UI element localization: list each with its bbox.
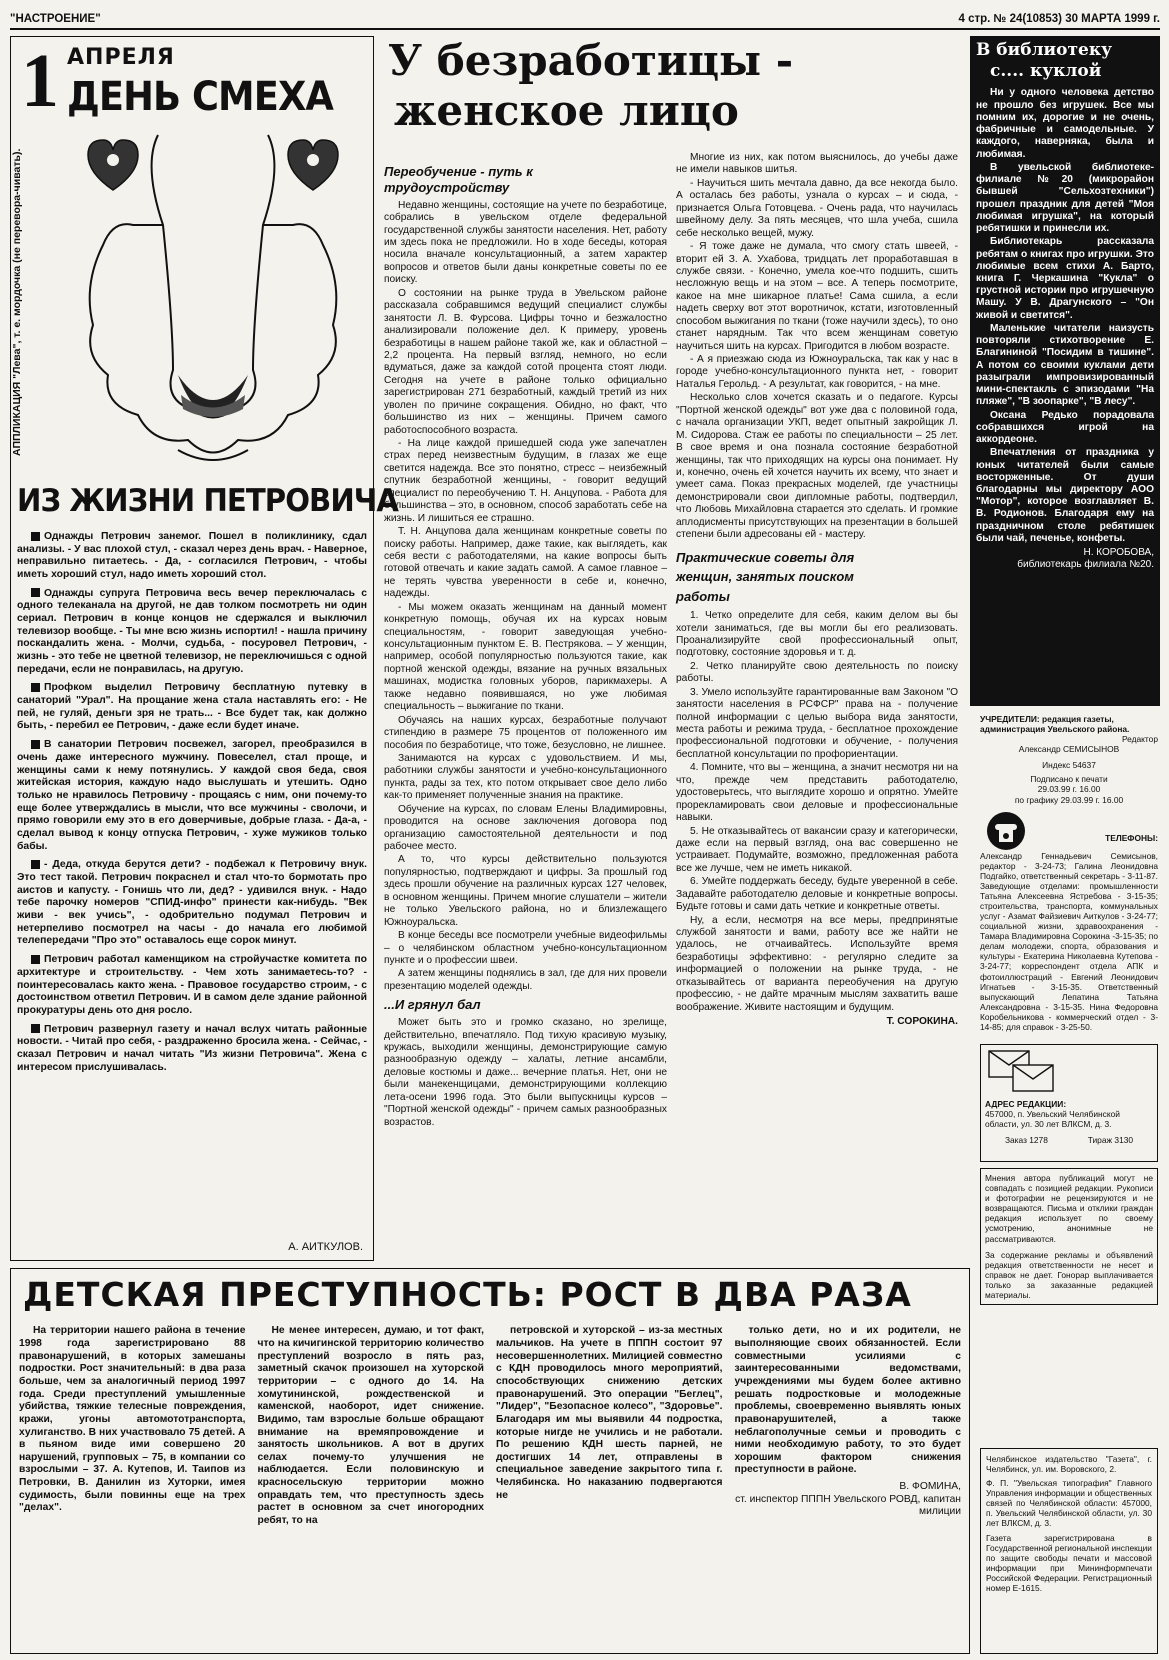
library-article	[970, 36, 1160, 706]
editor-label: Редактор	[1121, 734, 1158, 745]
subheading-retraining: Переобучение - путь к трудоустройству	[384, 164, 533, 195]
paragraph: А затем женщины поднялись в зал, где для них провели презентацию моделей одежды.	[384, 968, 667, 992]
section-name: "НАСТРОЕНИЕ"	[10, 13, 101, 25]
paragraph: - Я тоже даже не думала, что смогу стать швеей, - вторит ей З. А. Ухабова, тридцать лет проработавшая в службе связи. - Конечно, умела кое-что подшить, сшить несложную вещь и на этом – все. А теперь посмотрите, какое на мне шикарное платье! Сама сшила, а если надеть сверху вот этот воротничок, кстати, изготовленный способом выжигания по ткани (тоже научили здесь), то оно станет нарядным. Так что всем женщинам советую научиться шить на курсах. Пригодится в любом возрасте.	[676, 241, 958, 352]
subheading-ball: ...И грянул бал	[384, 997, 481, 1013]
tip-item: 5. Не отказывайтесь от вакансии сразу и категорически, даже если на первый взгляд, она вас совершенно не устраивает. Подумайте, возможно, предложенная работа все же лучше, чем не иметь никакой.	[676, 825, 958, 874]
story: Петрович развернул газету и начал вслух читать районные новости. - Читай про себя, - раздраженно бросила жена. - Сейчас, - сказал Петрович и начал читать "Из жизни Петровича". Жена с интересом прислушивалась.	[17, 1023, 367, 1073]
paragraph: Впечатления от праздника у юных читателей были самые восторженные. От души благодарны мы директору АОО "Мотор", которое возглавляет В. В. Родионов. Благодаря ему на праздничном столе ребятишек были чай, печенье, конфеты.	[976, 447, 1154, 544]
tip-item: 4. Помните, что вы – женщина, а значит несмотря ни на что, прежде чем представить работодателю, удостоверьтесь, что выглядите хорошо и опрятно. Умейте прорекламировать свои деловые и профессиональные навыки.	[676, 762, 958, 824]
story: Однажды Петрович занемог. Пошел в поликлинику, сдал анализы. - У вас плохой стул, - сказал через день врач. - Наверное, неправильно питаетесь. - Да, - согласился Петрович, - чтобы иметь хороший стул, надо иметь хороший стол.	[17, 530, 367, 580]
subscription-index: Индекс 54637	[1042, 760, 1096, 771]
paragraph: В увельской библиотеке-филиале №20 (микрорайон бывшей "Сельхозтехники") прошел праздник для детей "Моя любимая игрушка", на который ребятишки и принесли их.	[976, 161, 1154, 235]
illustration-area	[11, 121, 367, 483]
crime-columns	[19, 1325, 961, 1529]
article-col-1	[384, 164, 667, 1130]
phones-list: Александр Геннадьевич Семисынов, редактор - 3-24-73; Галина Леонидовна Подгайко, ответственный секретарь - 3-11-87. Заведующие отделами: промышленности Татьяна Алексеевна Ястребова - 3-15-35; строительства, транспорта, коммунальных услуг - Азамат Файзиевич Аиткулов - 3-24-77; социальной жизни, здравоохранения - Тамара Владимировна Сорокина -3-15-35; по делам молодежи, спорта, образования и культуры - Екатерина Николаевна Кутепова - 3-24-77; корреспондент отдела АПК и фотоиллюстраций - Евгений Леонидович Игнатьев - 3-15-35. Ответственный выпускающий Лепатина Татьяна Александровна - 3-15-35. Нина Федоровна Коробельникова - коммерческий отдел - 3-14-85; для справок - 3-25-50.	[980, 850, 1158, 1032]
paragraph: Ни у одного человека детство не прошло без игрушек. Все мы помним их, дорогие и не очень, фабричные и самодельные. У каждого, наверняка, была и любимая.	[976, 87, 1154, 160]
bullet-square-icon	[31, 532, 40, 541]
crime-col-1: На территории нашего района в течение 1998 года зарегистрировано 88 правонарушений, в которых замешаны подростки. Рост значительный: в два раза больше, чем за аналогичный период 1997 года. Среди преступлений умышленные убийства, тяжкие телесные повреждения, кражи, угоны автомототранспорта, хулиганство. В них участвовало 75 детей. А в пьяном виде ими совершено 20 нарушений, групповых – 75, в компании со взрослыми – 37. А. Кутепов, И. Таипов из Петровки, В. Данилин из Хуторки, имея судимость, были повинны еще на трех "делах".	[19, 1325, 246, 1514]
bullet-square-icon	[31, 588, 40, 597]
printing-house: Ф. П. "Увельская типография" Главного Управления информации и общественных связей по Челябинской области: 457000, п. Увельский Челябинской области, ул. 30 лет ВЛКСМ, д. 3.	[986, 1478, 1152, 1529]
library-author-role: библиотекарь филиала №20.	[1017, 559, 1154, 571]
date-month: АПРЕЛЯ	[67, 45, 175, 70]
page-header	[10, 8, 1160, 30]
signed-date: 29.03.99 г. 16.00	[1037, 784, 1101, 795]
paragraph: О состоянии на рынке труда в Увельском районе рассказала собравшимся ведущий специалист службы занятости Л. В. Фурсова. Цифры точно и безжалостно анализировали положение дел. К примеру, уровень безработицы в нашем районе такой же, как и областной – 2,2 процента. На первый взгляд, немного, но если вдуматься, даже за каждой сотой процента стоят люди. Сегодня на учете в районе только официально зарегистрирован 271 безработный, каждый третий из них уволен по причине сокращения. Обидно, но факт, что большинство из них – женщины. Причем самого работоспособного возраста.	[384, 287, 667, 436]
paragraph: Обучаясь на наших курсах, безработные получают стипендию в размере 75 процентов от положенного им пособия по безработице, что тоже, безусловно, не лишнее.	[384, 714, 667, 751]
disclaimer: Мнения автора публикаций могут не совпадать с позицией редакции. Рукописи и фотографии не рецензируются и не возвращаются. Письма и отклики граждан редакция использует по своему усмотрению, анонимные не рассматриваются.	[985, 1173, 1153, 1244]
crime-col-4	[735, 1325, 962, 1529]
paragraph: Оксана Редько порадовала собравшихся игрой на аккордеоне.	[976, 409, 1154, 446]
library-title-line2: с.... куклой	[990, 60, 1102, 81]
bullet-square-icon	[31, 740, 40, 749]
registration: Газета зарегистрирована в Государственной региональной инспекции по защите свободы печати и массовой информации при Мининформпечати Российской Федерации. Регистрационный номер Е-1615.	[986, 1532, 1152, 1593]
envelopes-icon	[987, 1049, 1057, 1095]
publisher: Челябинское издательство "Газета", г. Челябинск, ул. им. Воровского, 2.	[986, 1454, 1152, 1475]
illustration-caption: АППЛИКАЦИЯ "Лева", т. е. мордочка (не перевора-чивать).	[11, 148, 23, 456]
crime-author: В. ФОМИНА,	[899, 1481, 961, 1493]
tip-item: 2. Четко планируйте свою деятельность по поиску работы.	[676, 660, 958, 685]
library-text	[976, 87, 1154, 545]
story: В санатории Петрович посвежел, загорел, преобразился в очень даже интересного мужчину. Повеселел, стал проще, и женщины сами к нему потянулись. У каждой своя беда, своя житейская история, каждую надо выслушать и утешить. Одно только не нравилось Петровичу - прощаясь с ним, они почему-то еще более утверждались в мысли, что все мужчины - сволочи, и прямо говорили ему это в его доверчивые, добрые глаза. - Да-а, - сделал вывод к концу отпуска Петрович, - хуже мужиков только бабы.	[17, 739, 367, 852]
petrovich-stories	[17, 531, 367, 1075]
phones-header	[980, 811, 1158, 851]
story: Петрович работал каменщиком на стройучастке комитета по архитектуре и строительству. - Чем хоть занимаетесь-то? - поинтересовалась както жена. - Правовое государство строим, - с достоинством ответил Петрович. И в самом деле здание районной прокуратуры день ото дня росло.	[17, 954, 367, 1016]
lion-applique-image	[63, 125, 363, 475]
tip-item: Ну, а если, несмотря на все меры, предпринятые службой занятости и вами, работу все же найти не удалось, не отчаивайтесь. Используйте время безработицы эффективно: - регулярно следите за информацией о положении на рынке труда, - не отказывайтесь от варианта переобучения на другую профессию, - не дайте мрачным мыслям захватить ваше воображение. Живите настоящим и будущим.	[676, 914, 958, 1013]
paragraph: - Научиться шить мечтала давно, да все некогда было. А осталась без работы, узнала о курсах – и сюда, - признается Ольга Готовцева. - Очень рада, что научилась швейному делу. За пять месяцев, что шла учеба, сшила себе несколько вещей, мужу.	[676, 177, 958, 239]
article-title	[384, 36, 960, 135]
address-box	[980, 1044, 1158, 1162]
crime-col-3: петровской и хуторской – из-за местных мальчиков. На учете в ПППН состоит 97 несовершеннолетних. Милицией совместно с КДН проводилось много мероприятий, способствующих снижению детских правонарушений. Это операции "Беглец", "Лидер", "Безопасное колесо", "Здоровье". Благодаря им мы выявили 44 подростка, которые нигде не учились и не работали. По решению КДН шесть парней, не достигших 14 лет, отправлены в специальное заведение закрытого типа г. Челябинска. Но наказанию подвергаются не	[496, 1325, 723, 1501]
paragraph: В конце беседы все посмотрели учебные видеофильмы – о челябинском областном учебно-консультационном пункте и о профессии швеи.	[384, 930, 667, 966]
library-author: Н. КОРОБОВА,	[1083, 547, 1154, 559]
bullet-square-icon	[31, 1024, 40, 1033]
crime-author-role: ст. инспектор ПППН Увельского РОВД, капитан милиции	[735, 1493, 961, 1518]
story: Однажды супруга Петровича весь вечер переключалась с одного телеканала на другой, не дав толком посмотреть ни один сериал. Петрович в конце концов не сдержался и выключил телевизор вообще. - Ты мне всю жизнь испортил! - нашла причину поскандалить жена. - Молчи, судьба, - посуровел Петрович, - жизнь - это тебе не цветной телевизор, не переключишься с одной передачи, если не понравилась, на другую.	[17, 587, 367, 675]
story: - Деда, откуда берутся дети? - подбежал к Петровичу внук. Это тест такой. Петрович покраснел и стал что-то бормотать про аистов и капусту. - Гонишь что ли, дед? - удивился внук. - Надо тебе парочку номеров "СПИД-инфо" принести как-нибудь. "Век живи - век учись", - одобрительно подумал Петрович и нетерпеливо посмотрел на часы - до начала его любимой телепередачи "Про это" оставалось еще сорок минут.	[17, 859, 367, 947]
humor-author: А. АИТКУЛОВ.	[288, 1240, 363, 1253]
crime-article	[10, 1268, 970, 1654]
crime-col-2: Не менее интересен, думаю, и тот факт, что на кичигинской территорию количество преступлений возросло в пять раз, заметный скачок произошел на хуторской территории – с одного до 14. На хомутининской, рождественской и каменской, наоборот, идет снижение. Видимо, там взрослые больше обращают внимание на времяпровождение и занятость школьников. А вот в других селах почему-то улучшения не наблюдается. Если половинскую и красносельскую территории можно оправдать тем, что преступность здесь растет в основном за счет иногородних ребят, то на	[257, 1325, 484, 1527]
paragraph: Библиотекарь рассказала ребятам о книгах про игрушки. Это любимые всем стихи А. Барто, книга Г. Черкашина "Кукла" о грустной истории про игрушечную Машу. У В. Драгунского – "Он живой и светится".	[976, 236, 1154, 321]
paragraph: - Мы можем оказать женщинам на данный момент конкретную помощь, обучая их на курсах новым специальностям, - говорит заведующая учебно-консультационным пунктом Е. В. Пестрякова. – У женщин, например, особой популярностью пользуются такие, как портной женской одежды, вязание на ручных вязальных машинах, модистка головных уборов, парикмахеры. А также недавно появившаяся, но уже любимая специальность – выжигание по ткани.	[384, 601, 667, 713]
tip-item: 3. Умело используйте гарантированные вам Законом "О занятости населения в РСФСР" права на - получение полной информации с целью выбора вида занятости, места работы и режима труда, - бесплатное прохождение профессиональной подготовки и обучение, - получения бесплатной консультации по профориентации.	[676, 686, 958, 760]
bullet-square-icon	[31, 860, 40, 869]
date-number: 1	[21, 39, 59, 123]
address: 457000, п. Увельский Челябинской области, ул. 30 лет ВЛКСМ, д. 3.	[985, 1109, 1120, 1130]
print-schedule: по графику 29.03.99 г. 16.00	[1014, 794, 1124, 805]
editor-name: Александр СЕМИСЫНОВ	[1018, 744, 1120, 755]
publisher-box	[980, 1448, 1158, 1654]
story: Профком выделил Петровичу бесплатную путевку в санаторий "Урал". На прощание жена стала наставлять его: - Не пей, не гуляй, деньги зря не трать... - Все будет так, как должно быть, - перебил ее Петрович, - даже если будет иначе.	[17, 682, 367, 732]
article-title-line2: женское лицо	[394, 85, 739, 135]
paragraph: Может быть это и громко сказано, но зрелище, действительно, впечатляло. Под тихую красивую музыку, кружась, выходили женщины, демонстрирующие самую разнообразную одежду – халаты, летние ансамбли, деловые костюмы и даже... вечерние платья. Нет, они не были манекенщицами, демонстрирующими коллекцию лета-осени 1996 года. Это были выпускницы курсов – "Портной женской одежды" - причем самых разнообразных возрастов.	[384, 1017, 667, 1128]
imprint-block	[980, 714, 1158, 1300]
bullet-square-icon	[31, 683, 40, 692]
date-block	[17, 41, 367, 121]
telephone-icon	[986, 811, 1026, 851]
article-col-2	[676, 152, 958, 1029]
humor-section	[10, 36, 399, 1261]
crime-title: ДЕТСКАЯ ПРЕСТУПНОСТЬ: РОСТ В ДВА РАЗА	[23, 1275, 912, 1314]
founders: УЧРЕДИТЕЛИ: редакция газеты, администрация Увельского района.	[980, 714, 1130, 735]
phones-label: ТЕЛЕФОНЫ:	[1105, 832, 1158, 843]
order-number: Заказ 1278	[1004, 1135, 1048, 1146]
paragraph: Многие из них, как потом выяснилось, до учебы даже не имели навыков шитья.	[676, 152, 958, 176]
series-title: ИЗ ЖИЗНИ ПЕТРОВИЧА	[17, 483, 399, 519]
humor-title: ДЕНЬ СМЕХА	[67, 74, 333, 120]
issue-info: 4 стр. № 24(10853) 30 МАРТА 1999 г.	[958, 13, 1160, 25]
disclaimer-box	[980, 1168, 1158, 1305]
tip-item: 6. Умейте поддержать беседу, будьте уверенной в себе. Задавайте работодателю деловые и конкретные вопросы. Будьте готовы и сами дать четкие и конкретные ответы.	[676, 876, 958, 913]
ads-disclaimer: За содержание рекламы и объявлений редакция ответственности не несет и справок не дает. Гонорар выплачивается только за заказанные редакцией материалы.	[985, 1249, 1153, 1300]
paragraph: - На лице каждой пришедшей сюда уже запечатлен страх перед неизвестным будущим, в глазах же еще светится надежда. Все это понятно, стресс – неизбежный спутник безработной женщины, - говорит ведущий специалист по переобучению Т. Н. Анцупова. - Работа для большинства – это, в основном, способ заработать себе на жизнь. И лишиться ее страшно.	[384, 438, 667, 524]
paragraph: Маленькие читатели наизусть повторяли стихотворение Е. Благининой "Посидим в тишине". А потом со своими куклами дети разыграли импровизированный мини-спектакль с эпизодами "На пляже", "В зоопарке", "В лесу".	[976, 322, 1154, 408]
paragraph: Недавно женщины, состоящие на учете по безработице, собрались в увельском отделе федеральной государственной службы занятости населения. Нет, работу им здесь пока не предложили. Но в ходе беседы, которая носила вначале консультационный, а затем характер вопросов и ответов были даны конкретные советы по ее поиску.	[384, 199, 667, 286]
paragraph: Несколько слов хочется сказать и о педагоге. Курсы "Портной женской одежды" вот уже два с половиной года, с начала организации УКП, ведет опытный закройщик Л. М. Сидорова. Стаж ее работы по специальности – 25 лет. В свое время и она познала состояние безработной женщины, так что приходящих на курсы она понимает. Ну и, конечно, очень ей хочется научить их всему, что знает и умеет сама. Показ прекрасных моделей, где участницы демонстрировали свои дипломные работы, подтвердил, что Любовь Михайловна старается это сделать. И громкие аплодисменты присутствующих на презентации в большей степени были адресованы ей - мастеру.	[676, 392, 958, 541]
address-label: АДРЕС РЕДАКЦИИ:	[985, 1099, 1067, 1110]
article-author: Т. СОРОКИНА.	[886, 1016, 958, 1028]
paragraph: Занимаются на курсах с удовольствием. И мы, работники службы занятости и учебно-консультационного пункта, рады за тех, кто потом открывает свое дело либо как-то применяет полученные знания на практике.	[384, 752, 667, 802]
library-title-line1: В библиотеку	[976, 40, 1113, 60]
bullet-square-icon	[31, 955, 40, 964]
subheading-tips: Практические советы для женщин, занятых поиском работы	[676, 549, 855, 604]
article-title-line1: У безработицы -	[388, 36, 794, 85]
signed-label: Подписано к печати	[1030, 774, 1108, 785]
print-run: Тираж 3130	[1087, 1135, 1134, 1146]
tip-item: 1. Четко определите для себя, каким делом вы бы хотели заниматься, где вы могли бы его реализовать. Проанализируйте свой профессиональный опыт, подготовку, состояние здоровья и т. д.	[676, 610, 958, 659]
paragraph: А то, что курсы действительно пользуются популярностью, подтверждают и цифры. За прошлый год здесь прошли обучение на различных курсах 127 человек, в основном женщины. Причем многие слушатели – жители не только Увельского района, но и близлежащего Южноуральска.	[384, 854, 667, 928]
paragraph: только дети, но и их родители, не выполняющие своих обязанностей. Если совместными усилиями с заинтересованными ведомствами, учреждениями мы будем более активно решать подростковые и молодежные проблемы, своевременно выявлять юных правонарушителей, а также неблагополучные семьи и проводить с ними необходимую работу, то это будет хорошим фактором снижения преступности в районе.	[734, 1325, 961, 1476]
unemployment-article	[384, 36, 960, 1261]
paragraph: Т. Н. Анцупова дала женщинам конкретные советы по поиску работы. Например, даже такие, как выглядеть, как себя вести с работодателями, на какие вопросы быть готовой отвечать и какие задать самой. А самое главное – не терять чувства уверенности в себе и, конечно, надежды.	[384, 526, 667, 600]
paragraph: - А я приезжаю сюда из Южноуральска, так как у нас в городе учебно-консультационного пункта нет, - говорит Наталья Герольд. - А результат, как говорится, - на мне.	[676, 354, 958, 390]
paragraph: Обучение на курсах, по словам Елены Владимировны, проводится на основе заключения договора под организацию самостоятельной деятельности и под рабочее место.	[384, 803, 667, 853]
